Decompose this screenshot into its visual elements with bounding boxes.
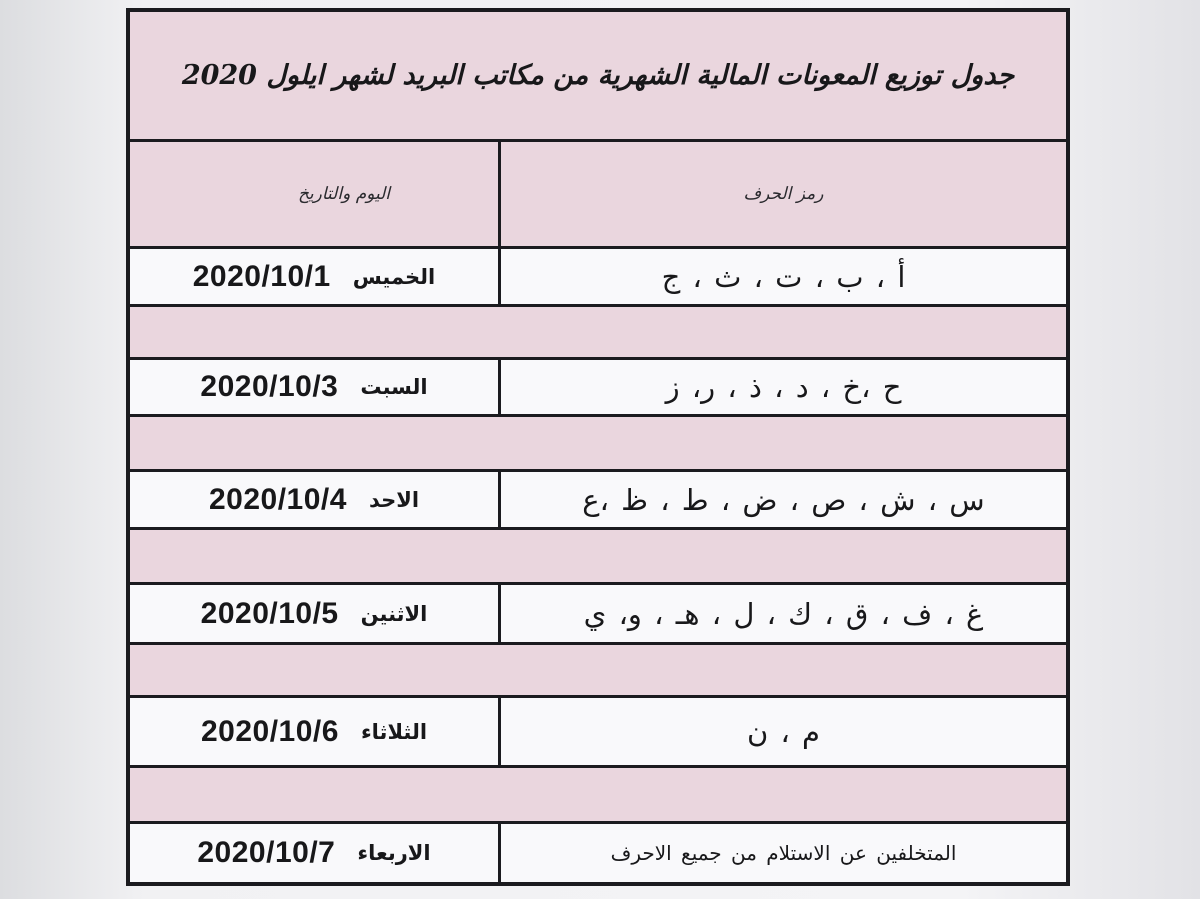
date-cell [130, 585, 498, 642]
day-value: السبت [360, 375, 428, 399]
date-cell [130, 360, 498, 414]
table-row [130, 585, 1066, 645]
date-value: 2020/10/5 [200, 596, 339, 630]
letters-cell [498, 698, 1066, 765]
distribution-table [126, 8, 1070, 886]
date-cell [130, 249, 498, 304]
title-row [130, 12, 1066, 142]
header-row [130, 142, 1066, 249]
letters-value: س ، ش ، ص ، ض ، ط ، ظ ،ع [582, 482, 985, 517]
separator-band [130, 768, 1066, 824]
day-value: الاحد [368, 487, 420, 512]
letters-value: المتخلفين عن الاستلام من جميع الاحرف [610, 841, 957, 865]
table-row [130, 698, 1066, 768]
letters-cell [498, 249, 1066, 304]
date-cell [130, 472, 498, 527]
date-value: 2020/10/1 [192, 259, 331, 293]
date-value: 2020/10/6 [200, 714, 339, 748]
letters-value: ح ،خ ، د ، ذ ، ر، ز [665, 370, 902, 404]
table-row [130, 249, 1066, 307]
letters-value: م ، ن [746, 714, 821, 749]
letters-value: غ ، ف ، ق ، ك ، ل ، هـ ، و، ي [583, 596, 984, 631]
separator-band [130, 417, 1066, 472]
day-value: الاربعاء [357, 841, 431, 865]
letters-cell [498, 360, 1066, 414]
separator-band [130, 530, 1066, 585]
date-value: 2020/10/4 [208, 482, 347, 516]
letters-cell [498, 472, 1066, 527]
letters-cell [498, 824, 1066, 882]
separator-band [130, 645, 1066, 698]
date-cell [130, 824, 498, 882]
letters-cell [498, 585, 1066, 642]
header-date: اليوم والتاريخ [297, 184, 391, 204]
day-value: الخميس [352, 264, 436, 289]
date-value: 2020/10/7 [197, 836, 336, 869]
date-value: 2020/10/3 [200, 370, 339, 403]
header-letters: رمز الحرف [498, 142, 1066, 246]
table-row [130, 824, 1066, 882]
day-value: الاثنين [360, 601, 428, 626]
table-row [130, 472, 1066, 530]
day-value: الثلاثاء [360, 719, 428, 744]
table-title: جدول توزيع المعونات المالية الشهرية من مكاتب البريد لشهر ايلول 2020 [181, 60, 1015, 91]
letters-value: أ ، ب ، ت ، ث ، ج [661, 259, 906, 294]
table-row [130, 360, 1066, 417]
date-cell [130, 698, 498, 765]
separator-band [130, 307, 1066, 360]
